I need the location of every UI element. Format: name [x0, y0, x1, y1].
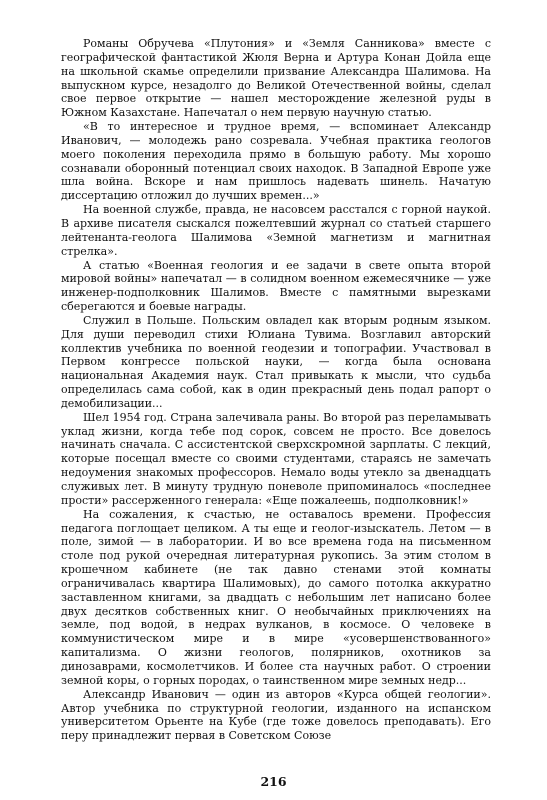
body-text: [61, 37, 491, 743]
paragraph-8: Александр Иванович — один из авторов «Курса общей геологии». Автор учебника по структурной геологии, изданного на испанском университетом Орьенте на Кубе (где тоже довелось преподавать). Его перу принадлежит первая в Советском Союзе: [61, 687, 491, 743]
paragraph-5: Служил в Польше. Польским овладел как вторым родным языком. Для души переводил стихи Юлиана Тувима. Возглавил авторский коллектив учебника по военной геодезии и топографии. Участвовал в Первом конгрессе польской науки, — когда была основана национальная Академия наук. Стал привыкать к мысли, что судьба определилась сама собой, как в один прекрасный день подал рапорт о демобилизации...: [61, 313, 491, 410]
page-number: 216: [260, 774, 287, 789]
paragraph-7: На сожаления, к счастью, не оставалось времени. Профессия педагога поглощает целиком. А ты еще и геолог-изыскатель. Летом — в поле, зимой — в лаборатории. И во все времена года на письменном столе под рукой очередная литературная рукопись. За этим столом в крошечном кабинете (не так давно стенами этой комнаты ограничивалась квартира Шалимовых), до самого потолка аккуратно заставленном книгами, за двадцать с небольшим лет написано более двух десятков собственных книг. О необычайных приключениях на земле, под водой, в недрах вулканов, в космосе. О человеке в коммунистическом мире и в мире «усовершенствованного» капитализма. О жизни геологов, полярников, охотников за динозаврами, космолетчиков. И более ста научных работ. О строении земной коры, о горных породах, о таинственном мире земных недр...: [61, 507, 491, 687]
paragraph-3: На военной службе, правда, не насовсем расстался с горной наукой. В архиве писателя сыскался пожелтевший журнал со статьей старшего лейтенанта-геолога Шалимова «Земной магнетизм и магнитная стрелка».: [61, 203, 491, 258]
paragraph-4: А статью «Военная геология и ее задачи в свете опыта второй мировой войны» напечатал — в солидном военном ежемесячнике — уже инженер-подполковник Шалимов. Вместе с памятными вырезками сберегаются и боевые награды.: [61, 258, 491, 314]
paragraph-2: «В то интересное и трудное время, — вспоминает Александр Иванович, — молодежь рано созревала. Учебная практика геологов моего поколения переходила прямо в большую работу. Мы хорошо сознавали оборонный потенциал своих находок. В Западной Европе уже шла война. Вскоре и нам пришлось надевать шинель. Начатую диссертацию отложил до лучших времен...»: [61, 120, 491, 203]
paragraph-6: Шел 1954 год. Страна залечивала раны. Во второй раз переламывать уклад жизни, когда тебе под сорок, совсем не просто. Все довелось начинать сначала. С ассистентской сверхскромной зарплаты. С лекций, которые посещал вместе со своими студентами, стараясь не замечать недоумения знакомых профессоров. Немало воды утекло за двенадцать служивых лет. В минуту трудную поневоле припоминалось «последнее прости» рассерженного генерала: «Еще пожалеешь, подполковник!»: [61, 410, 491, 507]
paragraph-1: Романы Обручева «Плутония» и «Земля Санникова» вместе с географической фантастикой Жюля Верна и Артура Конан Дойла еще на школьной скамье определили призвание Александра Шалимова. На выпускном курсе, незадолго до Великой Отечественной войны, сделал свое первое открытие — нашел месторождение железной руды в Южном Казахстане. Напечатал о нем первую научную статью.: [61, 37, 491, 120]
